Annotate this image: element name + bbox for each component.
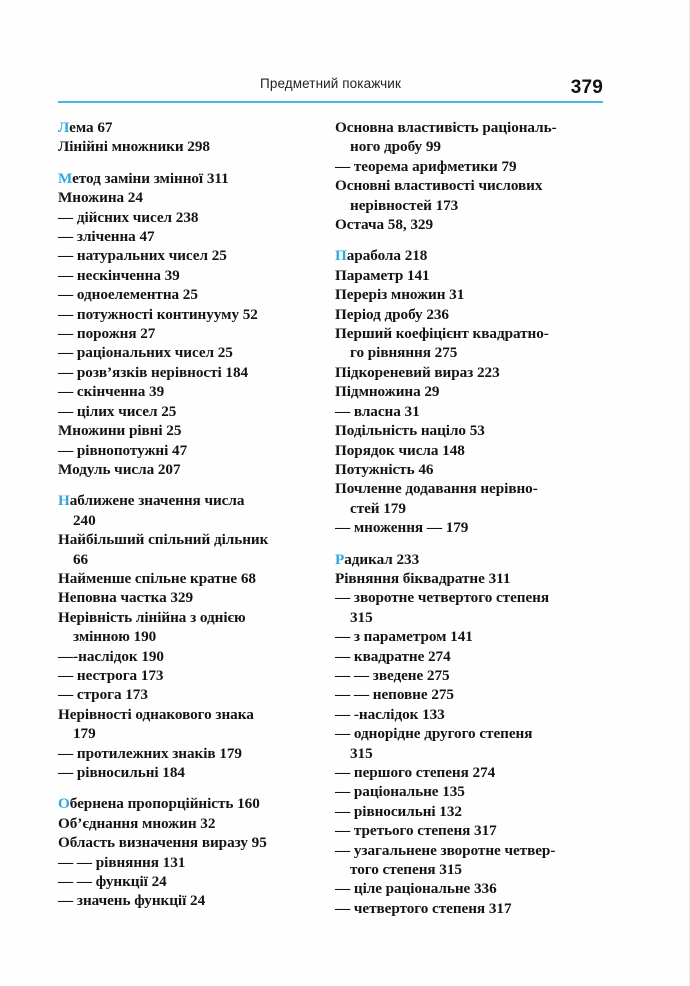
index-entry[interactable] <box>335 724 607 763</box>
index-entry-continuation: стей 179 <box>350 499 406 517</box>
index-entry[interactable] <box>335 518 607 537</box>
index-column-left <box>58 118 320 911</box>
index-entry-line: Лінійні множники 298 <box>58 138 210 156</box>
index-entry[interactable] <box>58 324 320 343</box>
index-entry-line: —-наслідок 190 <box>58 647 164 665</box>
index-entry[interactable] <box>58 441 320 460</box>
running-head-title: Предметний покажчик <box>260 76 401 91</box>
index-entry-line: — раціональне 135 <box>335 783 465 801</box>
page-number: 379 <box>570 77 603 98</box>
index-entry-line: Перший коефіцієнт квадратно- <box>335 325 549 343</box>
index-entry-line: Основна властивість раціональ- <box>335 119 557 136</box>
index-entry-line: — теорема арифметики 79 <box>335 157 517 175</box>
group-initial-letter: Л <box>58 119 70 136</box>
index-entry-line: — порожня 27 <box>58 325 156 343</box>
index-entry-line: Лема 67 <box>58 119 113 136</box>
index-entry[interactable] <box>58 363 320 382</box>
index-entry[interactable] <box>335 324 607 363</box>
index-entry-line: — натуральних чисел 25 <box>58 247 227 265</box>
index-entry-line: Об’єднання множин 32 <box>58 814 216 832</box>
index-entry[interactable] <box>335 899 607 918</box>
index-entry[interactable] <box>58 647 320 666</box>
index-entry-continuation: змінною 190 <box>73 628 157 646</box>
index-entry-line: — з параметром 141 <box>335 628 473 646</box>
index-entry[interactable] <box>335 569 607 588</box>
index-entry[interactable] <box>58 305 320 324</box>
index-entry[interactable] <box>335 382 607 401</box>
index-entry[interactable] <box>58 382 320 401</box>
index-entry[interactable] <box>58 608 320 647</box>
index-entry-line: — нескінченна 39 <box>58 266 180 284</box>
index-entry-line: Неповна частка 329 <box>58 589 194 607</box>
index-entry[interactable] <box>335 479 607 518</box>
index-entry[interactable] <box>335 118 607 157</box>
index-entry-line: Радикал 233 <box>335 550 420 568</box>
index-entry-line: — строга 173 <box>58 686 148 704</box>
index-entry[interactable] <box>335 782 607 801</box>
group-initial-letter: М <box>58 169 73 187</box>
index-entry[interactable] <box>58 744 320 763</box>
group-initial-letter: О <box>58 795 70 813</box>
index-entry-line: Множина 24 <box>58 189 143 207</box>
index-entry-line: Найбільший спільний дільник <box>58 531 269 549</box>
running-head <box>58 76 603 98</box>
index-entry-line: Подільність націло 53 <box>335 422 485 440</box>
index-entry-line: — множення — 179 <box>335 519 469 537</box>
index-entry-continuation: нерівностей 173 <box>350 196 459 214</box>
index-entry-line: Параметр 141 <box>335 266 430 284</box>
index-entry-line: Підкореневий вираз 223 <box>335 363 500 381</box>
index-entry[interactable] <box>58 872 320 891</box>
index-entry[interactable] <box>335 588 607 627</box>
index-entry-continuation: ного дробу 99 <box>350 138 441 156</box>
index-group <box>335 550 607 919</box>
index-entry[interactable] <box>335 879 607 898</box>
index-entry[interactable] <box>335 550 607 569</box>
index-entry-line: — протилежних знаків 179 <box>58 744 242 762</box>
index-entry-line: — рівносильні 184 <box>58 764 185 781</box>
index-entry[interactable] <box>58 137 320 156</box>
index-entry-line: — власна 31 <box>335 402 420 420</box>
index-entry[interactable] <box>58 794 320 813</box>
index-entry[interactable] <box>335 685 607 704</box>
index-entry[interactable] <box>58 685 320 704</box>
index-entry[interactable] <box>58 421 320 440</box>
index-entry[interactable] <box>335 627 607 646</box>
index-entry-line: Нерівність лінійна з однією <box>58 608 246 626</box>
index-entry-line: Переріз множин 31 <box>335 286 465 304</box>
index-entry-line: — зворотне четвертого степеня <box>335 589 550 607</box>
index-entry-line: — четвертого степеня 317 <box>335 899 512 917</box>
index-entry[interactable] <box>335 841 607 880</box>
index-entry-line: Наближене значення числа <box>58 492 245 510</box>
group-initial-letter: Р <box>335 550 345 568</box>
index-group <box>58 491 320 782</box>
index-entry[interactable] <box>58 763 320 782</box>
index-entry-line: — зліченна 47 <box>58 228 155 246</box>
index-entry[interactable] <box>58 118 320 137</box>
index-entry[interactable] <box>335 421 607 440</box>
index-entry-line: — квадратне 274 <box>335 647 451 665</box>
header-rule <box>58 101 603 103</box>
index-entry[interactable] <box>58 814 320 833</box>
index-entry[interactable] <box>58 460 320 479</box>
index-entry[interactable] <box>58 208 320 227</box>
index-entry-line: Модуль числа 207 <box>58 460 181 478</box>
index-entry[interactable] <box>58 588 320 607</box>
index-entry-line: — нестрога 173 <box>58 666 164 684</box>
index-entry-continuation: 66 <box>73 550 89 568</box>
index-entry-line: — першого степеня 274 <box>335 764 496 781</box>
index-entry-line: Остача 58, 329 <box>335 216 434 234</box>
index-entry-line: — розв’язків нерівності 184 <box>58 363 249 381</box>
index-entry[interactable] <box>335 305 607 324</box>
index-entry-continuation: 179 <box>73 725 96 743</box>
index-entry-continuation: 315 <box>350 608 373 626</box>
index-group <box>335 118 607 234</box>
index-entry[interactable] <box>335 763 607 782</box>
index-entry-line: — раціональних чисел 25 <box>58 344 233 362</box>
index-entry[interactable] <box>335 647 607 666</box>
index-entry-line: — — функції 24 <box>58 873 167 891</box>
index-entry-line: — третього степеня 317 <box>335 822 497 840</box>
index-entry-line: Парабола 218 <box>335 247 428 265</box>
index-entry-line: — -наслідок 133 <box>335 705 445 723</box>
index-entry-continuation: того степеня 315 <box>350 861 462 879</box>
index-entry[interactable] <box>58 285 320 304</box>
index-entry-line: — потужності континууму 52 <box>58 305 258 323</box>
index-entry[interactable] <box>58 343 320 362</box>
index-entry[interactable] <box>58 188 320 207</box>
index-entry[interactable] <box>58 246 320 265</box>
index-entry-line: — цілих чисел 25 <box>58 402 177 420</box>
index-entry-line: — дійсних чисел 238 <box>58 208 199 226</box>
index-entry-line: Період дробу 236 <box>335 305 449 323</box>
index-entry-continuation: 240 <box>73 511 96 529</box>
index-entry[interactable] <box>335 266 607 285</box>
index-entry-line: Область визначення виразу 95 <box>58 834 267 852</box>
index-entry-line: — — неповне 275 <box>335 686 454 704</box>
index-entry-line: Найменше спільне кратне 68 <box>58 569 256 587</box>
index-entry-line: — рівнопотужні 47 <box>58 441 188 459</box>
index-entry[interactable] <box>335 460 607 479</box>
index-entry-line: — одноелементна 25 <box>58 286 198 304</box>
index-entry[interactable] <box>58 891 320 910</box>
index-entry-line: — узагальнене зворотне четвер- <box>335 841 556 859</box>
index-entry-line: Обернена пропорційність 160 <box>58 795 260 813</box>
index-group <box>58 169 320 480</box>
index-entry[interactable] <box>58 402 320 421</box>
index-entry[interactable] <box>58 705 320 744</box>
index-entry-line: Метод заміни змінної 311 <box>58 169 229 187</box>
index-entry[interactable] <box>335 246 607 265</box>
index-entry[interactable] <box>335 666 607 685</box>
index-entry[interactable] <box>58 569 320 588</box>
index-entry-line: Множини рівні 25 <box>58 422 182 440</box>
index-entry[interactable] <box>58 491 320 530</box>
index-entry-line: Нерівності однакового знака <box>58 705 254 723</box>
index-entry[interactable] <box>58 169 320 188</box>
index-entry-line: — значень функції 24 <box>58 892 206 910</box>
index-entry[interactable] <box>58 833 320 852</box>
index-entry[interactable] <box>335 215 607 234</box>
index-entry-line: — — рівняння 131 <box>58 853 186 871</box>
group-initial-letter: П <box>335 247 347 265</box>
index-entry[interactable] <box>58 530 320 569</box>
index-entry[interactable] <box>335 176 607 215</box>
index-entry[interactable] <box>58 853 320 872</box>
index-group <box>58 794 320 910</box>
index-column-right <box>335 118 607 918</box>
index-entry-continuation: 315 <box>350 744 373 762</box>
index-entry-line: Основні властивості числових <box>335 177 543 195</box>
index-entry[interactable] <box>335 821 607 840</box>
index-columns <box>0 118 690 938</box>
index-entry-line: Рівняння біквадратне 311 <box>335 569 511 587</box>
index-entry-line: Потужність 46 <box>335 460 434 478</box>
index-entry[interactable] <box>335 363 607 382</box>
index-entry-line: — однорідне другого степеня <box>335 725 533 743</box>
index-entry-line: — ціле раціональне 336 <box>335 880 497 898</box>
index-entry[interactable] <box>335 802 607 821</box>
index-entry-continuation: го рівняння 275 <box>350 344 458 362</box>
index-entry[interactable] <box>58 666 320 685</box>
index-entry-line: Порядок числа 148 <box>335 441 465 459</box>
index-entry[interactable] <box>335 157 607 176</box>
index-entry[interactable] <box>335 285 607 304</box>
index-entry[interactable] <box>335 402 607 421</box>
index-entry-line: Підмножина 29 <box>335 383 440 401</box>
index-entry-line: — — зведене 275 <box>335 666 450 684</box>
index-group <box>335 246 607 537</box>
group-initial-letter: Н <box>58 492 70 510</box>
index-entry[interactable] <box>335 705 607 724</box>
index-entry-line: — рівносильні 132 <box>335 802 462 820</box>
index-group <box>58 118 320 157</box>
index-entry[interactable] <box>58 266 320 285</box>
index-entry[interactable] <box>58 227 320 246</box>
index-entry-line: — скінченна 39 <box>58 383 165 401</box>
index-entry-line: Почленне додавання нерівно- <box>335 480 538 498</box>
index-entry[interactable] <box>335 441 607 460</box>
